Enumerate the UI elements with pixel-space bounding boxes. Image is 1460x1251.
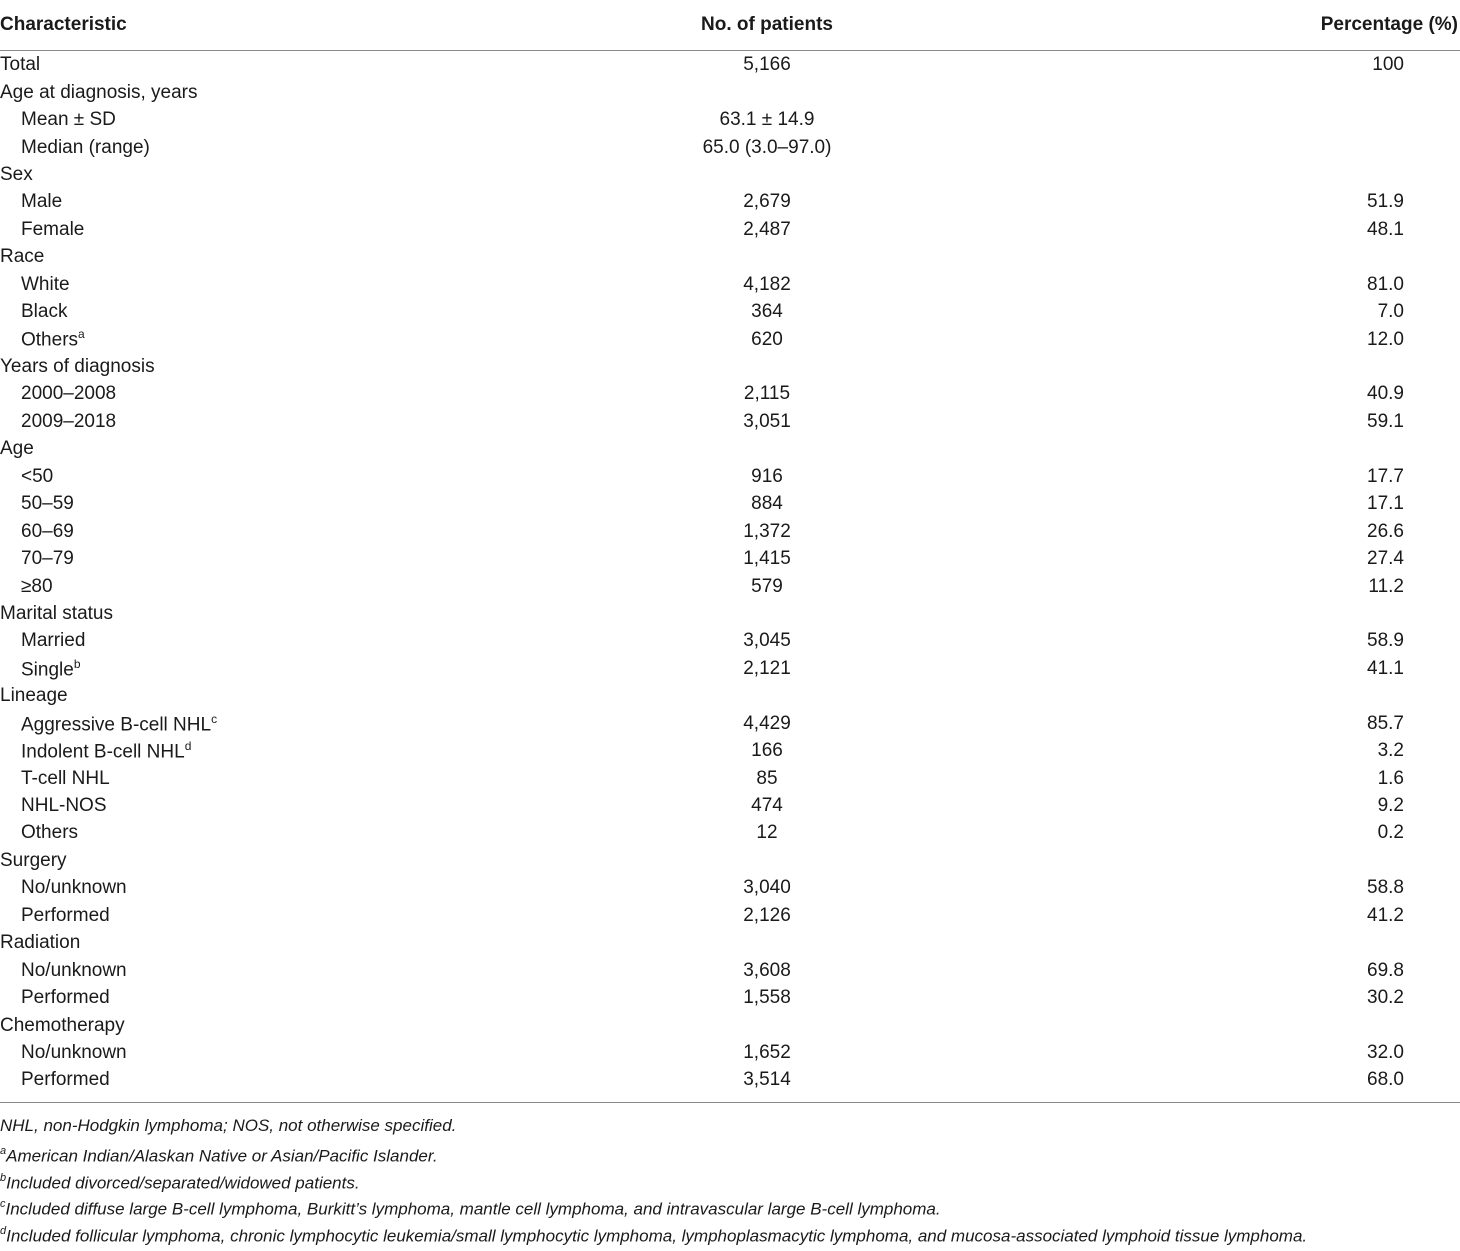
table-row bbox=[0, 847, 1460, 874]
header-no-of-patients: No. of patients bbox=[560, 0, 974, 51]
row-category bbox=[0, 600, 560, 627]
row-label-text: Sex bbox=[0, 163, 33, 185]
cell-percentage: 51.9 bbox=[1367, 191, 1404, 213]
cell-percentage: 41.1 bbox=[1367, 657, 1404, 679]
cell-percentage: 3.2 bbox=[1377, 740, 1404, 762]
cell-percentage: 0.2 bbox=[1377, 822, 1404, 844]
row-label-text: <50 bbox=[21, 465, 54, 487]
cell-no-of-patients bbox=[560, 78, 974, 105]
cell-no-of-patients: 85 bbox=[756, 767, 778, 789]
cell-no-of-patients: 4,182 bbox=[743, 273, 791, 295]
table-row bbox=[0, 545, 1460, 572]
row-sublabel bbox=[0, 216, 560, 243]
table-row bbox=[0, 792, 1460, 819]
row-label-text: Radiation bbox=[0, 932, 81, 954]
row-sublabel bbox=[0, 490, 560, 517]
row-category bbox=[0, 929, 560, 956]
row-sublabel bbox=[0, 764, 560, 791]
cell-percentage: 58.8 bbox=[1367, 877, 1404, 899]
cell-percentage: 26.6 bbox=[1367, 520, 1404, 542]
table-row bbox=[0, 655, 1460, 682]
footnote-marker: b bbox=[0, 1171, 7, 1184]
table-row bbox=[0, 627, 1460, 654]
footnote-marker: d bbox=[0, 1224, 7, 1237]
row-label-text: Marital status bbox=[0, 602, 113, 624]
table-row bbox=[0, 874, 1460, 901]
cell-percentage: 12.0 bbox=[1367, 328, 1404, 350]
cell-no-of-patients: 2,115 bbox=[743, 383, 791, 405]
cell-no-of-patients bbox=[560, 929, 974, 956]
row-label-text: Performed bbox=[21, 904, 110, 926]
header-characteristic: Characteristic bbox=[0, 0, 560, 51]
row-sublabel bbox=[0, 106, 560, 133]
row-sublabel bbox=[0, 271, 560, 298]
row-label-text: Others bbox=[21, 329, 79, 351]
row-sublabel bbox=[0, 627, 560, 654]
cell-no-of-patients: 5,166 bbox=[743, 54, 791, 76]
footnote-marker: a bbox=[78, 327, 85, 342]
row-sublabel bbox=[0, 545, 560, 572]
cell-percentage bbox=[974, 435, 1460, 462]
row-label-text: Total bbox=[0, 54, 41, 76]
table-row bbox=[0, 298, 1460, 325]
row-category bbox=[0, 78, 560, 105]
footnote bbox=[0, 1166, 1460, 1193]
cell-percentage bbox=[974, 243, 1460, 270]
row-sublabel bbox=[0, 1066, 560, 1093]
row-label-text: No/unknown bbox=[21, 1041, 127, 1063]
cell-percentage: 69.8 bbox=[1367, 959, 1404, 981]
table-row bbox=[0, 353, 1460, 380]
row-label-text: 70–79 bbox=[21, 548, 74, 570]
table-row bbox=[0, 710, 1460, 737]
row-label-text: Age bbox=[0, 438, 34, 460]
footnote-marker: c bbox=[211, 711, 218, 726]
cell-percentage: 40.9 bbox=[1367, 383, 1404, 405]
footnote-text: NHL, non-Hodgkin lymphoma; NOS, not otherwise specified. bbox=[0, 1115, 457, 1135]
cell-percentage: 68.0 bbox=[1367, 1069, 1404, 1091]
table-row bbox=[0, 161, 1460, 188]
row-sublabel bbox=[0, 1039, 560, 1066]
cell-no-of-patients: 4,429 bbox=[743, 712, 791, 734]
row-label-text: 2000–2008 bbox=[21, 383, 117, 405]
cell-no-of-patients: 3,045 bbox=[743, 630, 791, 652]
table-row bbox=[0, 572, 1460, 599]
table-row bbox=[0, 188, 1460, 215]
footnote-text: American Indian/Alaskan Native or Asian/Pacific Islander. bbox=[6, 1146, 438, 1166]
table-row bbox=[0, 106, 1460, 133]
cell-percentage bbox=[974, 133, 1460, 160]
row-sublabel bbox=[0, 874, 560, 901]
cell-no-of-patients: 2,679 bbox=[743, 191, 791, 213]
row-label-text: Age at diagnosis, years bbox=[0, 81, 198, 103]
row-sublabel bbox=[0, 298, 560, 325]
row-category bbox=[0, 682, 560, 709]
table-row bbox=[0, 380, 1460, 407]
row-label-text: NHL-NOS bbox=[21, 795, 107, 817]
row-category bbox=[0, 435, 560, 462]
row-label-text: Chemotherapy bbox=[0, 1014, 125, 1036]
cell-no-of-patients: 1,415 bbox=[743, 548, 791, 570]
row-sublabel bbox=[0, 984, 560, 1011]
row-sublabel bbox=[0, 737, 560, 764]
table-row bbox=[0, 902, 1460, 929]
cell-no-of-patients: 12 bbox=[756, 822, 778, 844]
table-row bbox=[0, 984, 1460, 1011]
row-label-text: Mean ± SD bbox=[21, 109, 116, 131]
row-category bbox=[0, 243, 560, 270]
row-category bbox=[0, 1011, 560, 1038]
table-row bbox=[0, 78, 1460, 105]
row-sublabel bbox=[0, 572, 560, 599]
cell-no-of-patients: 620 bbox=[751, 328, 783, 350]
row-label-text: 60–69 bbox=[21, 520, 74, 542]
table-row bbox=[0, 463, 1460, 490]
footnote-marker: d bbox=[184, 738, 192, 753]
row-label-text: 50–59 bbox=[21, 493, 74, 515]
cell-no-of-patients bbox=[560, 1011, 974, 1038]
row-label-text: ≥80 bbox=[21, 575, 53, 597]
table-row bbox=[0, 243, 1460, 270]
row-label-text: Female bbox=[21, 218, 85, 240]
cell-no-of-patients: 579 bbox=[751, 575, 783, 597]
cell-no-of-patients: 3,514 bbox=[743, 1069, 791, 1091]
cell-percentage: 11.2 bbox=[1368, 575, 1404, 597]
row-label-text: Performed bbox=[21, 1069, 110, 1091]
cell-no-of-patients: 2,487 bbox=[743, 218, 791, 240]
row-label-text: Single bbox=[21, 659, 74, 680]
row-label-text: Others bbox=[21, 822, 79, 844]
cell-percentage: 7.0 bbox=[1377, 301, 1404, 323]
cell-no-of-patients: 3,040 bbox=[743, 877, 791, 899]
table-row bbox=[0, 737, 1460, 764]
row-label-text: No/unknown bbox=[21, 959, 127, 981]
cell-no-of-patients bbox=[560, 435, 974, 462]
footnote-marker: a bbox=[0, 1145, 7, 1158]
cell-no-of-patients: 364 bbox=[751, 301, 783, 323]
table-row bbox=[0, 435, 1460, 462]
cell-percentage bbox=[974, 847, 1460, 874]
row-sublabel bbox=[0, 408, 560, 435]
row-label-text: Black bbox=[21, 301, 68, 323]
row-sublabel bbox=[0, 819, 560, 846]
cell-no-of-patients: 916 bbox=[751, 465, 783, 487]
table-row bbox=[0, 929, 1460, 956]
cell-percentage: 27.4 bbox=[1367, 548, 1404, 570]
row-sublabel bbox=[0, 463, 560, 490]
cell-no-of-patients bbox=[560, 161, 974, 188]
row-sublabel bbox=[0, 188, 560, 215]
cell-no-of-patients: 1,372 bbox=[743, 520, 791, 542]
cell-percentage: 100 bbox=[1372, 54, 1404, 76]
footnote-marker: c bbox=[0, 1198, 6, 1211]
table-row bbox=[0, 325, 1460, 352]
footnote-text: Included diffuse large B-cell lymphoma, Burkitt’s lymphoma, mantle cell lymphoma, and intravascular large B-cell lymphoma. bbox=[5, 1199, 941, 1219]
cell-percentage: 32.0 bbox=[1367, 1041, 1404, 1063]
row-category bbox=[0, 847, 560, 874]
table-row bbox=[0, 51, 1460, 79]
row-label-text: Years of diagnosis bbox=[0, 356, 155, 378]
table-row bbox=[0, 764, 1460, 791]
footnote-text: Included follicular lymphoma, chronic lymphocytic leukemia/small lymphocytic lymphoma, lymphoplasmacytic lymphoma, and mucosa-associated lymphoid tissue lymphoma. bbox=[6, 1226, 1308, 1246]
row-label-text: Married bbox=[21, 630, 86, 652]
row-category bbox=[0, 353, 560, 380]
row-sublabel bbox=[0, 325, 560, 352]
row-sublabel bbox=[0, 380, 560, 407]
footnote-marker: b bbox=[73, 656, 81, 671]
cell-no-of-patients bbox=[560, 243, 974, 270]
cell-no-of-patients: 474 bbox=[751, 795, 783, 817]
row-sublabel bbox=[0, 133, 560, 160]
row-label-text: Indolent B-cell NHL bbox=[21, 741, 185, 763]
cell-no-of-patients: 2,126 bbox=[743, 904, 791, 926]
cell-no-of-patients bbox=[560, 847, 974, 874]
footnote bbox=[0, 1139, 1460, 1166]
cell-percentage: 17.1 bbox=[1367, 493, 1404, 515]
table-row bbox=[0, 1011, 1460, 1038]
row-label-text: Median (range) bbox=[21, 136, 150, 158]
cell-percentage: 48.1 bbox=[1367, 218, 1404, 240]
row-category bbox=[0, 51, 560, 79]
header-percentage: Percentage (%) bbox=[974, 0, 1460, 51]
cell-percentage bbox=[974, 682, 1460, 709]
cell-no-of-patients: 2,121 bbox=[743, 657, 791, 679]
footnote bbox=[0, 1219, 1460, 1246]
row-label-text: White bbox=[21, 273, 70, 295]
row-sublabel bbox=[0, 710, 560, 737]
cell-no-of-patients: 1,652 bbox=[743, 1041, 791, 1063]
row-sublabel bbox=[0, 956, 560, 983]
cell-percentage: 81.0 bbox=[1367, 273, 1404, 295]
footnote-text: Included divorced/separated/widowed patients. bbox=[6, 1173, 360, 1193]
row-sublabel bbox=[0, 902, 560, 929]
cell-no-of-patients: 65.0 (3.0–97.0) bbox=[702, 136, 832, 158]
cell-no-of-patients bbox=[560, 600, 974, 627]
cell-no-of-patients bbox=[560, 682, 974, 709]
table-row bbox=[0, 600, 1460, 627]
cell-no-of-patients bbox=[560, 353, 974, 380]
cell-percentage: 41.2 bbox=[1367, 904, 1404, 926]
row-label-text: Surgery bbox=[0, 849, 67, 871]
cell-percentage bbox=[974, 78, 1460, 105]
row-label-text: No/unknown bbox=[21, 877, 127, 899]
table-row bbox=[0, 1066, 1460, 1093]
cell-percentage: 30.2 bbox=[1367, 987, 1404, 1009]
cell-percentage bbox=[974, 600, 1460, 627]
cell-no-of-patients: 884 bbox=[751, 493, 783, 515]
row-category bbox=[0, 161, 560, 188]
cell-percentage bbox=[974, 161, 1460, 188]
row-label-text: T-cell NHL bbox=[21, 767, 110, 789]
table-row bbox=[0, 517, 1460, 544]
cell-percentage bbox=[974, 1011, 1460, 1038]
table-footnotes bbox=[0, 1103, 1460, 1246]
row-label-text: Aggressive B-cell NHL bbox=[21, 713, 212, 735]
cell-percentage: 58.9 bbox=[1367, 630, 1404, 652]
table-row bbox=[0, 819, 1460, 846]
table-row bbox=[0, 1039, 1460, 1066]
cell-percentage bbox=[974, 929, 1460, 956]
table-row bbox=[0, 490, 1460, 517]
table-row bbox=[0, 271, 1460, 298]
row-label-text: Race bbox=[0, 246, 45, 268]
cell-percentage: 17.7 bbox=[1367, 465, 1404, 487]
table-row bbox=[0, 408, 1460, 435]
cell-percentage: 85.7 bbox=[1367, 712, 1404, 734]
cell-percentage: 1.6 bbox=[1377, 767, 1404, 789]
row-label-text: Male bbox=[21, 191, 63, 213]
table-row bbox=[0, 216, 1460, 243]
row-label-text: 2009–2018 bbox=[21, 410, 117, 432]
cell-no-of-patients: 166 bbox=[751, 740, 783, 762]
row-sublabel bbox=[0, 792, 560, 819]
cell-no-of-patients: 3,051 bbox=[743, 410, 791, 432]
cell-no-of-patients: 1,558 bbox=[743, 987, 791, 1009]
row-sublabel bbox=[0, 655, 560, 682]
cell-no-of-patients: 3,608 bbox=[743, 959, 791, 981]
table-row bbox=[0, 133, 1460, 160]
table-body bbox=[0, 51, 1460, 1094]
cell-no-of-patients: 63.1 ± 14.9 bbox=[719, 109, 815, 131]
footnote bbox=[0, 1113, 1460, 1140]
row-label-text: Lineage bbox=[0, 685, 68, 707]
row-sublabel bbox=[0, 517, 560, 544]
cell-percentage: 59.1 bbox=[1367, 410, 1404, 432]
table-header-row bbox=[0, 0, 1460, 51]
table-row bbox=[0, 956, 1460, 983]
footnote bbox=[0, 1192, 1460, 1219]
cell-percentage bbox=[974, 353, 1460, 380]
table-row bbox=[0, 682, 1460, 709]
row-label-text: Performed bbox=[21, 987, 110, 1009]
cell-percentage: 9.2 bbox=[1377, 795, 1404, 817]
cell-percentage bbox=[974, 106, 1460, 133]
